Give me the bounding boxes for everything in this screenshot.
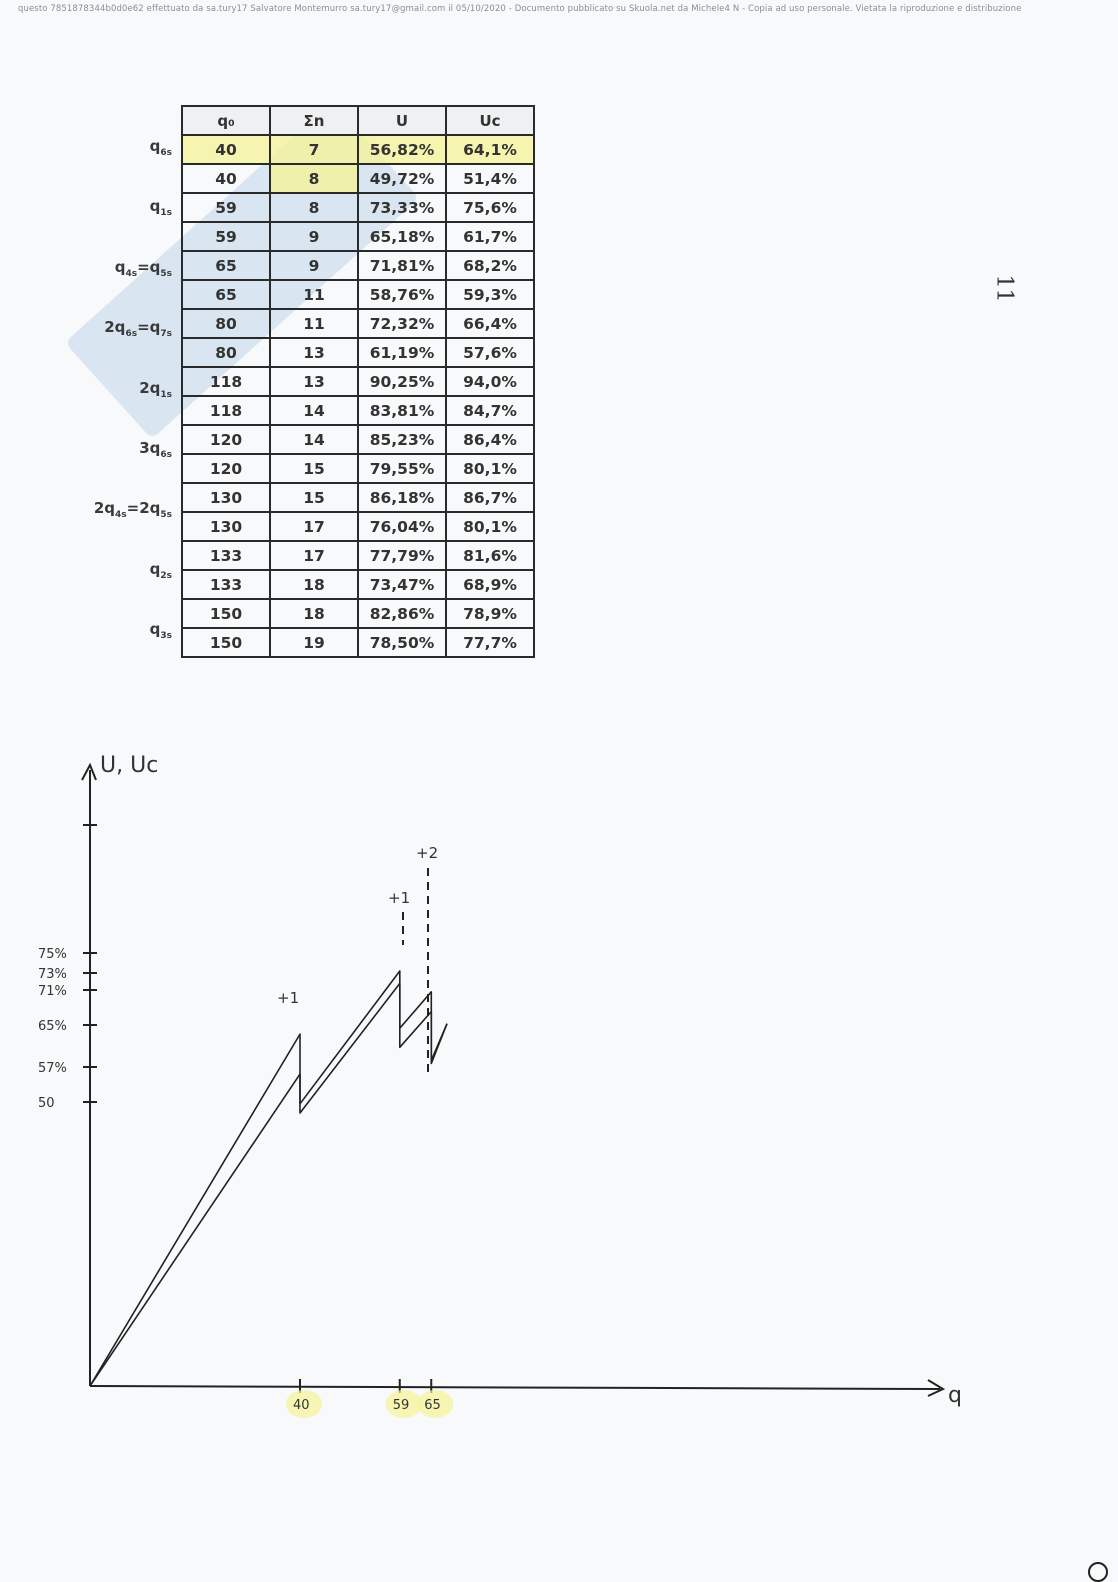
row-label-part: 2q [93,499,115,518]
row-label [82,379,172,400]
table-cell: 86,4% [446,425,534,454]
table-cell: 90,25% [358,367,446,396]
table-cell: 15 [270,454,358,483]
table-row [182,541,534,570]
table-cell: 150 [182,628,270,657]
table-cell: 73,47% [358,570,446,599]
table-cell: 40 [182,135,270,164]
table-cell: 80,1% [446,454,534,483]
table-cell: 68,9% [446,570,534,599]
table-cell: 73,33% [358,193,446,222]
table-cell: 11 [270,280,358,309]
annotation-59: +1 [388,889,411,907]
table-row [182,512,534,541]
series-line [90,971,447,1386]
table-cell: 80 [182,338,270,367]
table-cell: 133 [182,570,270,599]
table-cell: 75,6% [446,193,534,222]
row-label [82,318,172,339]
table-cell: 86,7% [446,483,534,512]
table-cell: 59,3% [446,280,534,309]
table-cell: 78,50% [358,628,446,657]
table-row [182,599,534,628]
x-tick-label: 59 [392,1398,410,1413]
table-cell: 19 [270,628,358,657]
table-cell: 86,18% [358,483,446,512]
table-cell: 61,19% [358,338,446,367]
table-cell: 72,32% [358,309,446,338]
table-cell: 81,6% [446,541,534,570]
row-label [82,560,172,581]
table-cell: 83,81% [358,396,446,425]
row-label-part: q [149,620,161,639]
table-row [182,628,534,657]
table-cell: 58,76% [358,280,446,309]
table-cell: 80 [182,309,270,338]
data-table [181,105,535,658]
annotation-40: +1 [277,989,300,1007]
table-cell: 65 [182,280,270,309]
row-label-part: 6s [160,450,172,460]
table-cell: 94,0% [446,367,534,396]
table-cell: 61,7% [446,222,534,251]
header-sigma-n: Σn [270,106,358,135]
y-tick-label: 75% [38,947,67,962]
x-tick-label: 65 [424,1398,441,1413]
row-label [82,499,172,520]
table-cell: 66,4% [446,309,534,338]
row-label-part: 5s [160,268,172,279]
table-cell: 65 [182,251,270,280]
row-label-part: 4s [115,510,127,521]
row-label-part: 7s [160,329,172,340]
table-cell: 120 [182,425,270,454]
x-tick-label: 40 [293,1398,310,1413]
table-cell: 18 [270,599,358,628]
table-cell: 57,6% [446,338,534,367]
x-axis-title: q [948,1383,962,1408]
table-cell: 80,1% [446,512,534,541]
header-u: U [358,106,446,135]
row-label [82,197,172,218]
table-cell: 51,4% [446,164,534,193]
table-cell: 17 [270,512,358,541]
table-cell: 130 [182,512,270,541]
row-label-part: q [149,197,161,216]
table-row [182,309,534,338]
series-group [90,971,447,1386]
row-label-part: 2s [160,570,172,581]
row-label-part: =q [137,257,161,276]
row-label-part: 3q [139,439,161,457]
table-cell: 56,82% [358,135,446,164]
table-cell: 82,86% [358,599,446,628]
table-row [182,338,534,367]
row-label-part: q [149,137,161,155]
row-label-part: 3s [160,631,172,642]
row-label [82,439,172,460]
table-cell: 49,72% [358,164,446,193]
row-label [82,137,172,158]
table-cell: 79,55% [358,454,446,483]
table-cell: 13 [270,338,358,367]
hand-drawn-chart [0,740,1000,1480]
y-axis-title: U, Uc [100,753,159,778]
table-cell: 84,7% [446,396,534,425]
y-tick-label: 57% [38,1061,67,1076]
row-label-part: =2q [126,499,161,518]
y-ticks [38,947,97,1111]
table-cell: 85,23% [358,425,446,454]
row-label-part: 6s [160,148,172,158]
row-label [82,620,172,641]
row-label-part: =q [137,318,161,337]
y-tick-label: 50 [38,1096,55,1111]
page-number: 11 [991,274,1017,303]
table-cell: 77,79% [358,541,446,570]
x-ticks [286,1379,453,1418]
table-cell: 118 [182,367,270,396]
table-cell: 8 [270,164,358,193]
table-cell: 118 [182,396,270,425]
row-label-part: 2q [104,318,126,337]
annotations [277,844,438,1007]
table-row [182,280,534,309]
table-cell: 7 [270,135,358,164]
row-label-part: 5s [160,510,172,521]
table-cell: 120 [182,454,270,483]
row-label-part: 1s [160,389,172,400]
table-cell: 17 [270,541,358,570]
y-tick-label: 71% [38,984,67,999]
corner-mark-icon [1088,1562,1108,1582]
table-cell: 59 [182,193,270,222]
table-cell: 76,04% [358,512,446,541]
table-row [182,135,534,164]
table-row [182,570,534,599]
table-row [182,193,534,222]
header-notice: questo 7851878344b0d0e62 effettuato da sa.tury17 Salvatore Montemurro sa.tury17@gmail.com il 05/10/2020 - Documento pubblicato su Skuola.net da Michele4 N - Copia ad uso personale. Vietata la riproduzione e distribuzione [18,4,1022,14]
table-row [182,483,534,512]
table-row [182,454,534,483]
table-row [182,222,534,251]
row-label-part: 6s [125,329,138,340]
table-body [182,135,534,657]
row-label [82,258,172,279]
row-label-part: 4s [125,268,138,279]
row-label-part: 1s [160,208,172,219]
table-cell: 150 [182,599,270,628]
table-cell: 77,7% [446,628,534,657]
table-cell: 59 [182,222,270,251]
header-uc: Uc [446,106,534,135]
table-cell: 18 [270,570,358,599]
row-label-part: q [114,257,126,276]
x-axis [90,1386,940,1389]
table-cell: 9 [270,251,358,280]
table-cell: 14 [270,396,358,425]
header-q0: q₀ [182,106,270,135]
table-cell: 68,2% [446,251,534,280]
table-cell: 78,9% [446,599,534,628]
table-cell: 71,81% [358,251,446,280]
table-row [182,425,534,454]
y-tick-label: 65% [38,1019,67,1034]
row-label-part: 2q [139,378,161,397]
series-line [90,983,447,1386]
row-label-part: q [149,559,161,578]
table-cell: 40 [182,164,270,193]
table-cell: 130 [182,483,270,512]
table-cell: 9 [270,222,358,251]
y-tick-label: 73% [38,967,67,982]
table-cell: 64,1% [446,135,534,164]
table-cell: 8 [270,193,358,222]
table-cell: 14 [270,425,358,454]
table-row [182,251,534,280]
table-cell: 15 [270,483,358,512]
annotation-65: +2 [416,844,439,862]
table-cell: 13 [270,367,358,396]
table-cell: 11 [270,309,358,338]
table-row [182,396,534,425]
table-row [182,367,534,396]
table-cell: 133 [182,541,270,570]
table-cell: 65,18% [358,222,446,251]
table-row [182,164,534,193]
table-header-row [182,106,534,135]
